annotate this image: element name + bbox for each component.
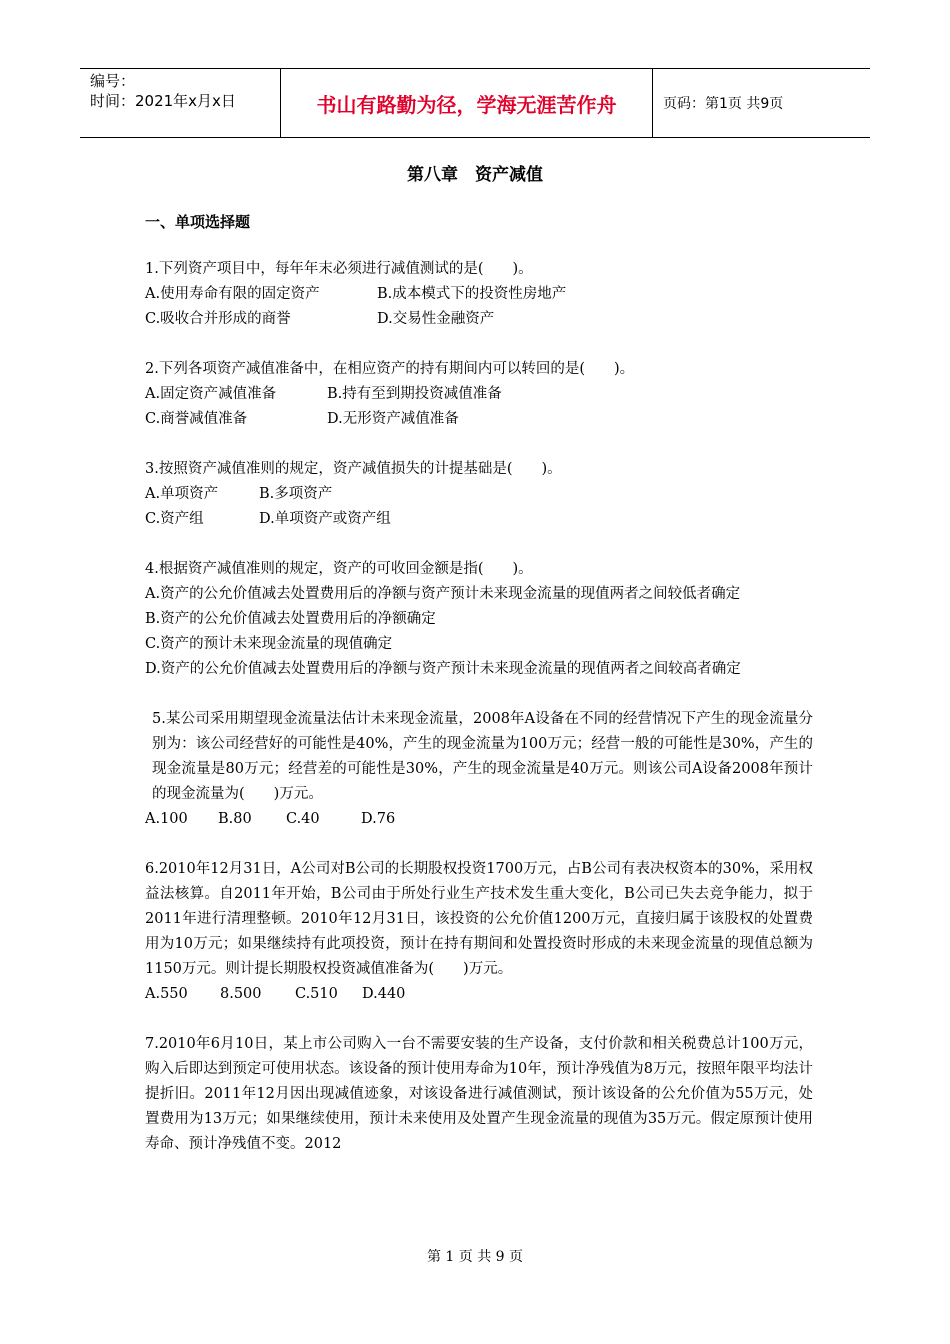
option-c: C.商誉减值准备 — [145, 411, 248, 427]
chapter-title: 第八章 资产减值 — [407, 165, 543, 185]
options-row — [145, 382, 813, 407]
options-row — [145, 807, 813, 832]
question-stem: 3.按照资产减值准则的规定，资产减值损失的计提基础是( )。 — [145, 461, 562, 477]
question-stem: 2.下列各项资产减值准备中，在相应资产的持有期间内可以转回的是( )。 — [145, 361, 635, 377]
time-label: 时间：2021年x月x日 — [90, 92, 236, 110]
option-a: A.固定资产减值准备 — [145, 386, 277, 402]
options-row — [145, 407, 813, 432]
option-d: D.76 — [361, 811, 396, 827]
question-1 — [145, 257, 813, 332]
question-list — [145, 257, 813, 1182]
question-6 — [145, 857, 813, 1007]
question-2 — [145, 357, 813, 432]
option-b: 8.500 — [220, 986, 262, 1002]
option-d: D.无形资产减值准备 — [327, 411, 459, 427]
option-c: C.510 — [295, 986, 338, 1002]
question-stem: 4.根据资产减值准则的规定，资产的可收回金额是指( )。 — [145, 561, 533, 577]
code-label: 编号： — [90, 72, 136, 90]
option-d: D.交易性金融资产 — [377, 311, 495, 327]
question-3 — [145, 457, 813, 532]
option-d: D.单项资产或资产组 — [259, 511, 391, 527]
option-b: B.持有至到期投资减值准备 — [327, 386, 502, 402]
options-row — [145, 507, 813, 532]
option-a: A.使用寿命有限的固定资产 — [145, 286, 320, 302]
page-footer: 第 1 页 共 9 页 — [426, 1249, 524, 1265]
option-b: B.多项资产 — [259, 486, 333, 502]
header-meta — [80, 69, 281, 137]
options-row — [145, 482, 813, 507]
option-c: C.吸收合并形成的商誉 — [145, 311, 291, 327]
header-motto: 书山有路勤为径，学海无涯苦作舟 — [281, 69, 653, 137]
option-d: D.资产的公允价值减去处置费用后的净额与资产预计未来现金流量的现值两者之间较高者确定 — [145, 661, 741, 677]
question-stem: 7.2010年6月10日，某上市公司购入一台不需要安装的生产设备，支付价款和相关税费总计100万元，购入后即达到预定可使用状态。该设备的预计使用寿命为10年，预计净残值为8万元，按照年限平均法计提折旧。2011年12月因出现减值迹象，对该设备进行减值测试，预计该设备的公允价值为55万元，处置费用为13万元；如果继续使用，预计未来使用及处置产生现金流量的现值为35万元。假定原预计使用寿命、预计净残值不变。2012 — [145, 1036, 813, 1152]
option-c: C.资产的预计未来现金流量的现值确定 — [145, 636, 393, 652]
header-page-info: 页码：第1页 共9页 — [663, 96, 784, 112]
option-a: A.单项资产 — [145, 486, 219, 502]
question-stem: 6.2010年12月31日，A公司对B公司的长期股权投资1700万元，占B公司有表决权资本的30%，采用权益法核算。自2011年开始，B公司由于所处行业生产技术发生重大变化，B公司已失去竞争能力，拟于2011年进行清理整顿。2010年12月31日，该投资的公允价值1200万元，直接归属于该股权的处置费用为10万元；如果继续持有此项投资，预计在持有期间和处置投资时形成的未来现金流量的现值总额为1150万元。则计提长期股权投资减值准备为( )万元。 — [145, 861, 813, 977]
options-row — [145, 307, 813, 332]
option-b: B.成本模式下的投资性房地产 — [377, 286, 567, 302]
options-row — [145, 282, 813, 307]
question-4 — [145, 557, 813, 682]
option-c: C.资产组 — [145, 511, 204, 527]
option-c: C.40 — [286, 811, 320, 827]
options-row — [145, 982, 813, 1007]
option-b: B.80 — [218, 811, 252, 827]
question-7 — [145, 1032, 813, 1157]
document-header — [80, 68, 870, 138]
question-5 — [145, 707, 813, 832]
question-stem: 5.某公司采用期望现金流量法估计未来现金流量，2008年A设备在不同的经营情况下产生的现金流量分别为：该公司经营好的可能性是40%，产生的现金流量为100万元；经营一般的可能性是30%，产生的现金流量是80万元；经营差的可能性是30%，产生的现金流量是40万元。则该公司A设备2008年预计的现金流量为( )万元。 — [152, 711, 813, 802]
option-a: A.100 — [145, 811, 188, 827]
option-d: D.440 — [362, 986, 406, 1002]
option-a: A.资产的公允价值减去处置费用后的净额与资产预计未来现金流量的现值两者之间较低者确定 — [145, 586, 741, 602]
question-stem: 1.下列资产项目中，每年年末必须进行减值测试的是( )。 — [145, 261, 533, 277]
section-heading: 一、单项选择题 — [145, 213, 251, 231]
option-a: A.550 — [145, 986, 188, 1002]
option-b: B.资产的公允价值减去处置费用后的净额确定 — [145, 611, 436, 627]
